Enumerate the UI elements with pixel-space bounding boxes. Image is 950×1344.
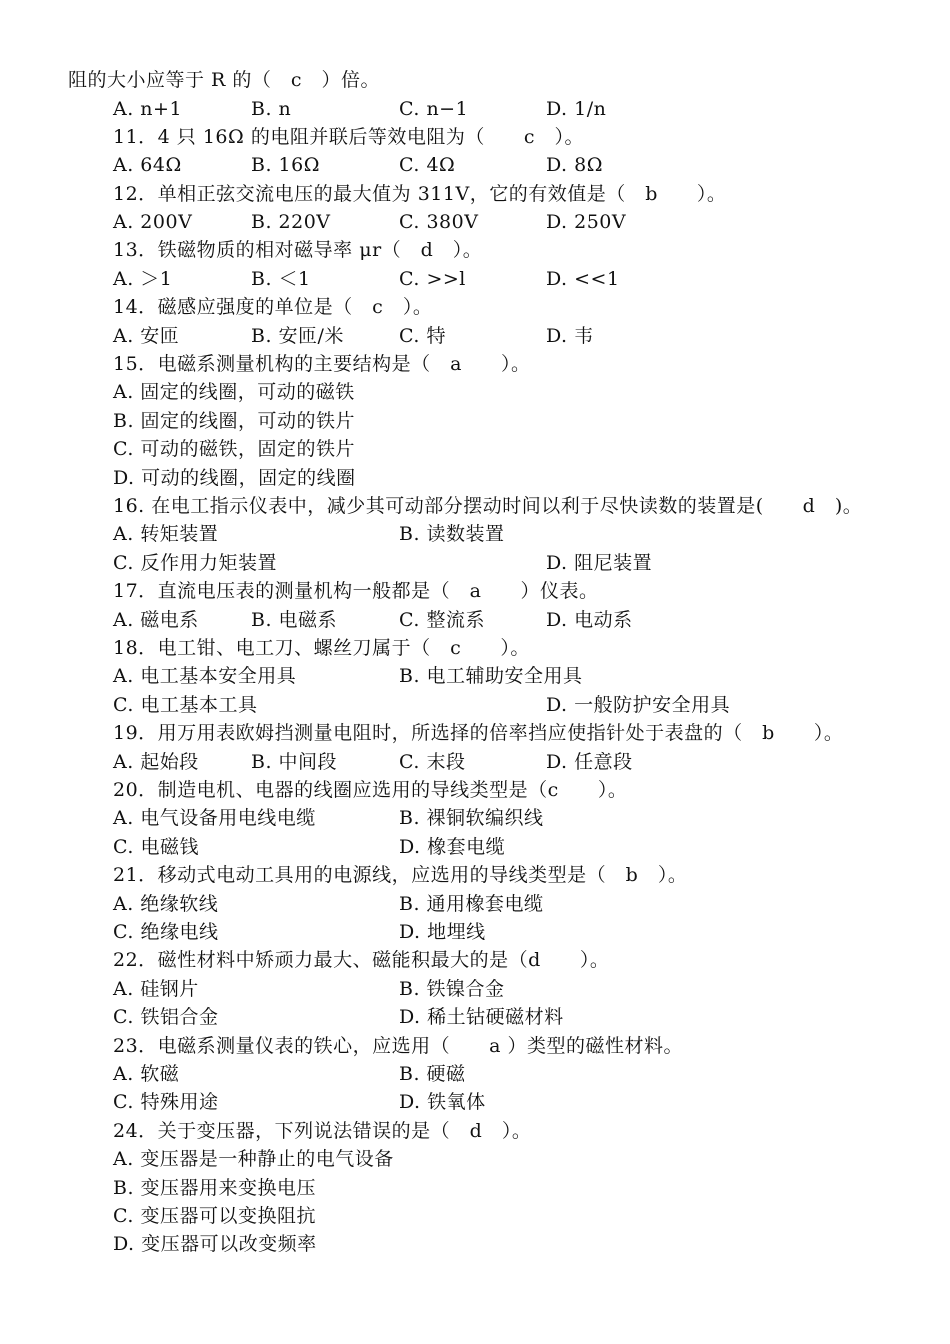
option-row [0, 804, 950, 832]
option-row [0, 1202, 950, 1230]
option-c: C. 反作用力矩装置 [113, 551, 277, 574]
question-text: 22．磁性材料中矫顽力最大、磁能积最大的是（d ）。 [113, 949, 610, 972]
option-c: C. 特 [399, 324, 446, 347]
option-d: D. <<1 [546, 267, 620, 290]
option-row [0, 464, 950, 492]
question-stem [0, 492, 950, 520]
option-b: B. 安匝/米 [251, 324, 344, 347]
question-text: 16. 在电工指示仪表中，减少其可动部分摆动时间以利于尽快读数的装置是( d )。 [113, 495, 863, 517]
option-d: D. 可动的线圈，固定的线圈 [113, 466, 356, 489]
option-row [0, 1230, 950, 1258]
option-row [0, 691, 950, 719]
question-stem [0, 236, 950, 264]
option-a: A. 64Ω [113, 154, 182, 177]
option-c: C. 变压器可以变换阻抗 [113, 1205, 316, 1227]
option-b: B. 电工辅助安全用具 [399, 665, 583, 688]
option-b: B. 固定的线圈，可动的铁片 [113, 409, 356, 432]
option-c: C. 电磁钱 [113, 835, 199, 858]
option-b: B. 硬磁 [399, 1063, 466, 1085]
option-b: B. 16Ω [251, 154, 320, 177]
option-a: A. 200V [113, 211, 193, 233]
option-c: C. n−1 [399, 98, 469, 120]
option-c: C. 电工基本工具 [113, 693, 258, 716]
option-row [0, 748, 950, 776]
option-d: D. 橡套电缆 [399, 835, 506, 858]
option-a: A. 变压器是一种静止的电气设备 [113, 1148, 394, 1171]
option-d: D. 任意段 [546, 750, 633, 773]
option-d: D. 1/n [546, 98, 607, 120]
option-d: D. 一般防护安全用具 [546, 693, 731, 716]
option-row [0, 378, 950, 406]
option-a: A. 安匝 [113, 324, 180, 347]
option-d: D. 250V [546, 211, 627, 233]
option-row [0, 208, 950, 236]
question-text: 24．关于变压器，下列说法错误的是（ d ）。 [113, 1119, 532, 1142]
option-a: A. 硅钢片 [113, 977, 199, 1000]
option-a: A. 起始段 [113, 750, 199, 773]
question-text: 19．用万用表欧姆挡测量电阻时，所选择的倍率挡应使指针处于表盘的（ b ）。 [113, 722, 844, 745]
question-text: 18．电工钳、电工刀、螺丝刀属于（ c ）。 [113, 637, 530, 659]
option-row [0, 322, 950, 350]
option-b: B. 裸铜软编织线 [399, 807, 544, 830]
option-a: A. n+1 [113, 98, 183, 120]
option-b: B. 变压器用来变换电压 [113, 1176, 317, 1199]
option-d: D. 铁氧体 [399, 1091, 486, 1114]
option-c: C. >>l [399, 267, 466, 290]
option-d: D. 阻尼装置 [546, 551, 653, 574]
option-c: C. 可动的磁铁，固定的铁片 [113, 438, 355, 461]
question-stem [0, 123, 950, 151]
question-stem [0, 946, 950, 974]
question-stem [0, 634, 950, 662]
option-row [0, 833, 950, 861]
option-b: B. 220V [251, 211, 331, 233]
option-c: C. 末段 [399, 750, 466, 773]
option-a: A. 固定的线圈，可动的磁铁 [113, 381, 355, 404]
option-c: C. 4Ω [399, 154, 456, 177]
intro-stem: 阻的大小应等于 R 的（ c ）倍。 [68, 69, 381, 91]
option-d: D. 稀土钴硬磁材料 [399, 1006, 564, 1029]
option-c: C. 整流系 [399, 608, 485, 631]
option-b: B. 中间段 [251, 750, 338, 773]
option-row [0, 520, 950, 548]
intro-options [0, 95, 950, 123]
option-row [0, 606, 950, 634]
question-text: 17．直流电压表的测量机构一般都是（ a ）仪表。 [113, 580, 599, 603]
option-b: B. 电磁系 [251, 608, 338, 631]
option-a: A. ＞1 [113, 267, 173, 290]
option-b: B. 读数装置 [399, 523, 505, 546]
option-a: A. 绝缘软线 [113, 892, 219, 915]
option-b: B. 通用橡套电缆 [399, 892, 544, 915]
question-text: 21．移动式电动工具用的电源线，应选用的导线类型是（ b ）。 [113, 864, 688, 887]
option-row [0, 1088, 950, 1116]
question-text: 23．电磁系测量仪表的铁心，应选用（ a ）类型的磁性材料。 [113, 1034, 684, 1057]
question-text: 14．磁感应强度的单位是（ c ）。 [113, 296, 433, 319]
option-row [0, 407, 950, 435]
question-text: 13．铁磁物质的相对磁导率 μr（ d ）。 [113, 239, 483, 262]
option-d: D. 变压器可以改变频率 [113, 1233, 317, 1256]
question-stem [0, 776, 950, 804]
option-b: B. 铁镍合金 [399, 977, 505, 1000]
question-stem [0, 350, 950, 378]
option-a: A. 电工基本安全用具 [113, 665, 297, 688]
option-c: C. 铁铝合金 [113, 1006, 219, 1029]
option-c: C. 380V [399, 211, 479, 233]
question-stem [0, 719, 950, 747]
option-row [0, 975, 950, 1003]
option-row [0, 549, 950, 577]
option-row [0, 662, 950, 690]
option-row [0, 1060, 950, 1088]
option-a: A. 磁电系 [113, 608, 199, 631]
question-stem [0, 180, 950, 208]
option-d: D. 电动系 [546, 608, 633, 631]
option-d: D. 地埋线 [399, 921, 486, 943]
option-row [0, 151, 950, 179]
question-stem [0, 1117, 950, 1145]
option-c: C. 特殊用途 [113, 1091, 219, 1114]
option-row [0, 1003, 950, 1031]
question-text: 20．制造电机、电器的线圈应选用的导线类型是（c ）。 [113, 779, 628, 801]
option-a: A. 软磁 [113, 1063, 180, 1085]
question-stem [0, 861, 950, 889]
option-c: C. 绝缘电线 [113, 921, 219, 943]
option-a: A. 电气设备用电线电缆 [113, 807, 316, 830]
option-row [0, 918, 950, 946]
option-row [0, 890, 950, 918]
question-text: 15．电磁系测量机构的主要结构是（ a ）。 [113, 353, 531, 375]
option-row [0, 265, 950, 293]
question-stem [0, 293, 950, 321]
option-a: A. 转矩装置 [113, 523, 219, 546]
option-b: B. ＜1 [251, 267, 311, 290]
option-b: B. n [251, 98, 292, 120]
question-text: 11．4 只 16Ω 的电阻并联后等效电阻为（ c ）。 [113, 125, 584, 148]
option-row [0, 435, 950, 463]
option-row [0, 1174, 950, 1202]
question-stem [0, 1032, 950, 1060]
question-text: 12．单相正弦交流电压的最大值为 311V，它的有效值是（ b ）。 [113, 182, 727, 205]
option-d: D. 8Ω [546, 154, 603, 177]
question-stem [0, 577, 950, 605]
option-d: D. 韦 [546, 324, 594, 347]
option-row [0, 1145, 950, 1173]
